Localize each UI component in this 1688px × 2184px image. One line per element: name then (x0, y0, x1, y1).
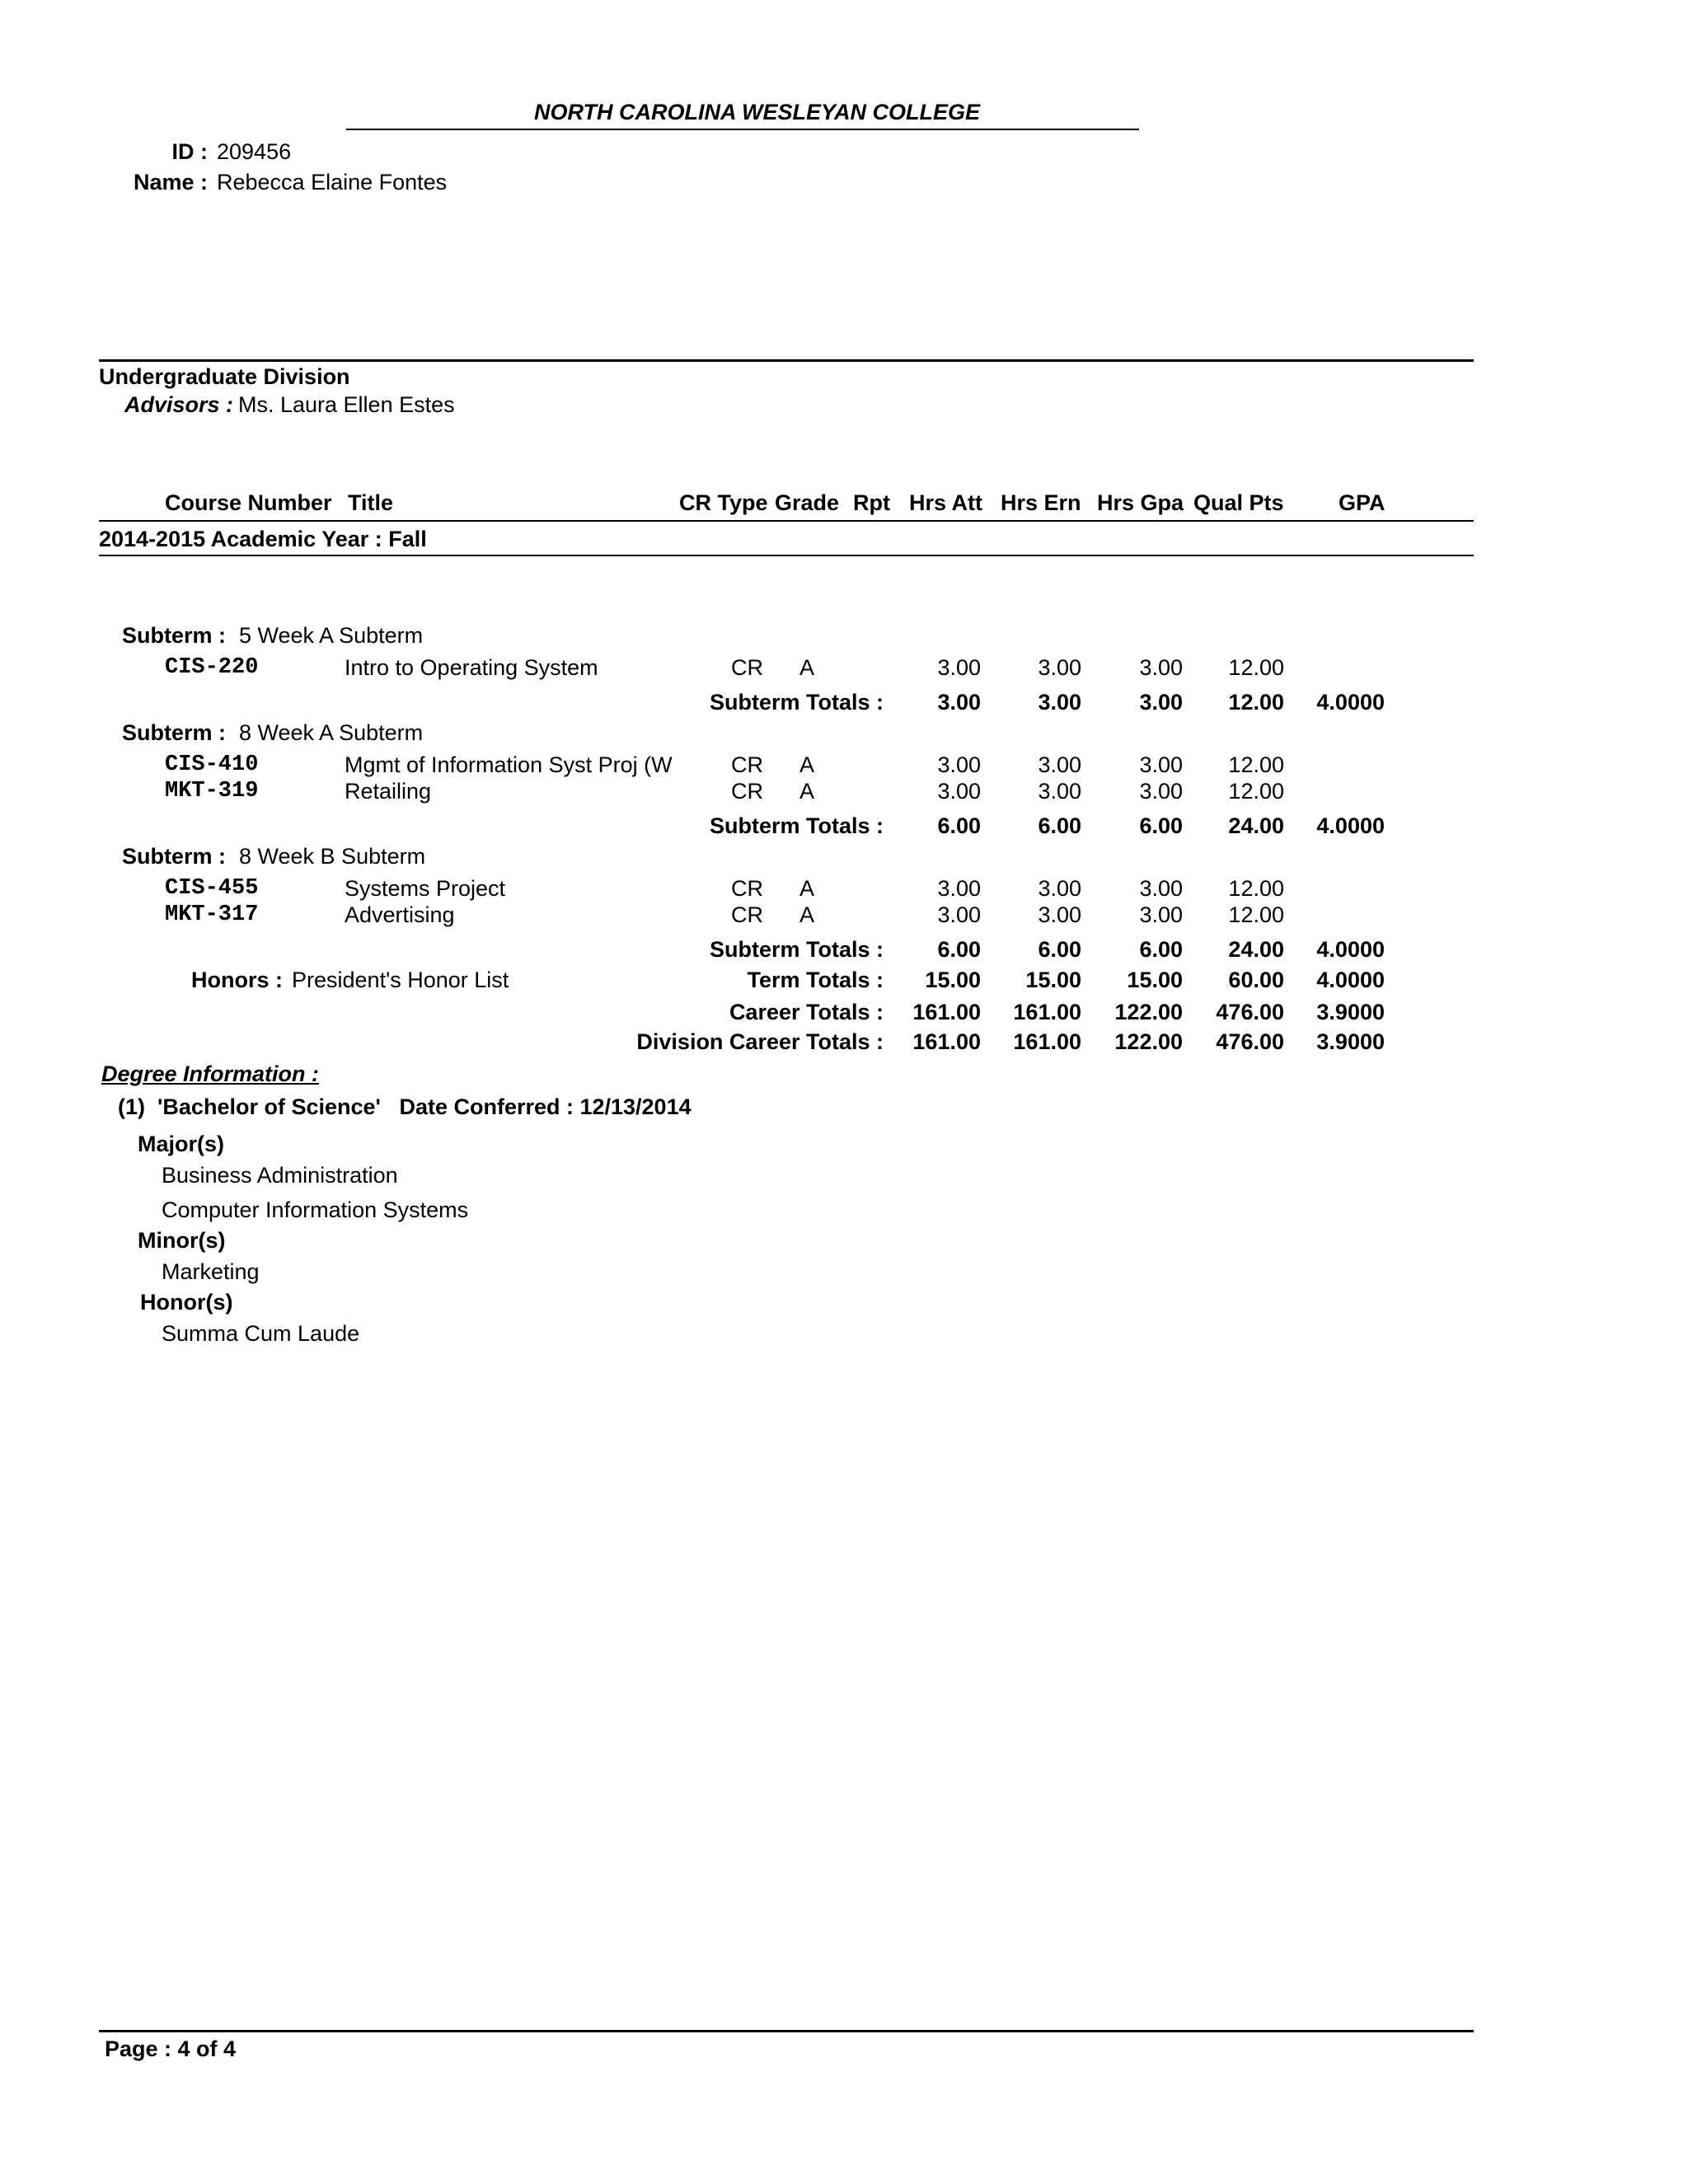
course-hrs-gpa: 3.00 (1139, 902, 1183, 927)
course-title: Mgmt of Information Syst Proj (W (345, 752, 673, 777)
col-cr-type: CR Type (679, 490, 768, 515)
subterm-name: 5 Week A Subterm (239, 623, 424, 648)
career-hrs-ern: 161.00 (1013, 1000, 1081, 1024)
subterm-label: Subterm : (122, 623, 227, 648)
course-grade: A (799, 655, 815, 680)
division-rule (99, 359, 1474, 362)
totals-hrs-ern: 6.00 (1038, 813, 1081, 838)
totals-qual-pts: 12.00 (1228, 690, 1284, 715)
course-number: CIS-220 (165, 655, 259, 680)
course-number: MKT-319 (165, 779, 259, 804)
subterm-totals-label: Subterm Totals : (709, 813, 884, 838)
course-qual-pts: 12.00 (1228, 876, 1284, 901)
col-course-number: Course Number (165, 490, 332, 515)
course-hrs-att: 3.00 (937, 655, 981, 680)
col-hrs-gpa: Hrs Gpa (1097, 490, 1184, 515)
division-hrs-att: 161.00 (912, 1029, 981, 1054)
subterm-totals-row (0, 689, 1688, 715)
course-title: Retailing (345, 779, 432, 804)
term-hrs-att: 15.00 (925, 968, 981, 992)
totals-gpa: 4.0000 (1316, 937, 1385, 962)
career-hrs-att: 161.00 (912, 1000, 981, 1024)
degree-honors-label: Honor(s) (140, 1290, 233, 1315)
course-title: Advertising (345, 902, 455, 927)
course-row (0, 654, 1688, 681)
totals-hrs-gpa: 6.00 (1139, 813, 1183, 838)
course-row (0, 902, 1688, 928)
column-header-row (0, 490, 1688, 516)
totals-qual-pts: 24.00 (1228, 813, 1284, 838)
career-totals-label: Career Totals : (729, 1000, 884, 1024)
subterm-totals-label: Subterm Totals : (709, 690, 884, 715)
division-career-totals-row (0, 1029, 1688, 1055)
totals-gpa: 4.0000 (1316, 690, 1385, 715)
totals-hrs-gpa: 6.00 (1139, 937, 1183, 962)
header-underline (346, 129, 1139, 130)
course-hrs-att: 3.00 (937, 779, 981, 804)
page-number: Page : 4 of 4 (105, 2036, 237, 2061)
totals-hrs-ern: 3.00 (1038, 690, 1081, 715)
division-qual-pts: 476.00 (1216, 1029, 1284, 1054)
course-row (0, 752, 1688, 778)
col-qual-pts: Qual Pts (1193, 490, 1284, 515)
course-cr-type: CR (731, 902, 763, 927)
column-header-rule (99, 520, 1474, 522)
course-hrs-att: 3.00 (937, 752, 981, 777)
course-number: CIS-455 (165, 876, 259, 901)
career-qual-pts: 476.00 (1216, 1000, 1284, 1024)
col-rpt: Rpt (853, 490, 890, 515)
course-qual-pts: 12.00 (1228, 752, 1284, 777)
division-hrs-ern: 161.00 (1013, 1029, 1081, 1054)
id-value: 209456 (217, 139, 292, 164)
footer-rule (99, 2030, 1474, 2032)
course-grade: A (799, 779, 815, 804)
term-totals-row (0, 967, 1688, 993)
course-grade: A (799, 876, 815, 901)
course-qual-pts: 12.00 (1228, 902, 1284, 927)
course-hrs-ern: 3.00 (1038, 876, 1081, 901)
major-item: Business Administration (162, 1163, 398, 1188)
division-gpa: 3.9000 (1316, 1029, 1385, 1054)
totals-hrs-gpa: 3.00 (1139, 690, 1183, 715)
col-hrs-att: Hrs Att (909, 490, 983, 515)
subterm-name: 8 Week B Subterm (239, 844, 426, 869)
id-label: ID : (171, 139, 208, 164)
subterm-totals-row (0, 936, 1688, 963)
subterm-totals-label: Subterm Totals : (709, 937, 884, 962)
course-number: MKT-317 (165, 902, 259, 927)
career-hrs-gpa: 122.00 (1114, 1000, 1183, 1024)
advisors-label: Advisors : (124, 392, 234, 417)
degree-honor-item: Summa Cum Laude (162, 1321, 360, 1346)
honors-value: President's Honor List (292, 968, 509, 992)
advisors-value: Ms. Laura Ellen Estes (238, 392, 455, 417)
course-hrs-ern: 3.00 (1038, 655, 1081, 680)
division-hrs-gpa: 122.00 (1114, 1029, 1183, 1054)
major-item: Computer Information Systems (162, 1197, 469, 1222)
term-hrs-ern: 15.00 (1025, 968, 1081, 992)
course-cr-type: CR (731, 779, 763, 804)
course-cr-type: CR (731, 876, 763, 901)
term-totals-label: Term Totals : (747, 968, 884, 992)
course-number: CIS-410 (165, 752, 259, 777)
course-hrs-ern: 3.00 (1038, 902, 1081, 927)
course-title: Systems Project (345, 876, 506, 901)
course-hrs-gpa: 3.00 (1139, 752, 1183, 777)
subterm-name: 8 Week A Subterm (239, 720, 424, 745)
col-grade: Grade (775, 490, 840, 515)
course-qual-pts: 12.00 (1228, 655, 1284, 680)
term-qual-pts: 60.00 (1228, 968, 1284, 992)
totals-gpa: 4.0000 (1316, 813, 1385, 838)
course-hrs-ern: 3.00 (1038, 779, 1081, 804)
minor-item: Marketing (162, 1259, 260, 1284)
minors-label: Minor(s) (138, 1228, 226, 1253)
totals-hrs-att: 6.00 (937, 937, 981, 962)
course-grade: A (799, 752, 815, 777)
term-hrs-gpa: 15.00 (1127, 968, 1183, 992)
col-gpa: GPA (1339, 490, 1386, 515)
term-gpa: 4.0000 (1316, 968, 1385, 992)
course-hrs-gpa: 3.00 (1139, 655, 1183, 680)
col-hrs-ern: Hrs Ern (1001, 490, 1081, 515)
subterm-label: Subterm : (122, 844, 227, 869)
col-title: Title (348, 490, 394, 515)
name-value: Rebecca Elaine Fontes (217, 170, 448, 194)
term-heading-rule (99, 555, 1474, 556)
career-gpa: 3.9000 (1316, 1000, 1385, 1024)
totals-qual-pts: 24.00 (1228, 937, 1284, 962)
subterm-label: Subterm : (122, 720, 227, 745)
course-title: Intro to Operating System (345, 655, 598, 680)
degree-heading: Degree Information : (101, 1062, 320, 1086)
course-hrs-att: 3.00 (937, 876, 981, 901)
totals-hrs-ern: 6.00 (1038, 937, 1081, 962)
career-totals-row (0, 999, 1688, 1025)
course-row (0, 778, 1688, 804)
subterm-totals-row (0, 813, 1688, 839)
majors-label: Major(s) (138, 1132, 225, 1156)
course-grade: A (799, 902, 815, 927)
division-title: Undergraduate Division (99, 364, 350, 389)
course-qual-pts: 12.00 (1228, 779, 1284, 804)
course-hrs-ern: 3.00 (1038, 752, 1081, 777)
course-hrs-gpa: 3.00 (1139, 779, 1183, 804)
honors-label: Honors : (191, 968, 283, 992)
course-hrs-gpa: 3.00 (1139, 876, 1183, 901)
college-name: NORTH CAROLINA WESLEYAN COLLEGE (534, 100, 981, 124)
totals-hrs-att: 6.00 (937, 813, 981, 838)
course-cr-type: CR (731, 655, 763, 680)
course-hrs-att: 3.00 (937, 902, 981, 927)
totals-hrs-att: 3.00 (937, 690, 981, 715)
name-label: Name : (133, 170, 208, 194)
division-career-totals-label: Division Career Totals : (636, 1029, 884, 1054)
degree-line: (1) 'Bachelor of Science' Date Conferred : 12/13/2014 (118, 1094, 692, 1119)
course-row (0, 875, 1688, 902)
term-heading: 2014-2015 Academic Year : Fall (99, 527, 427, 551)
course-cr-type: CR (731, 752, 763, 777)
